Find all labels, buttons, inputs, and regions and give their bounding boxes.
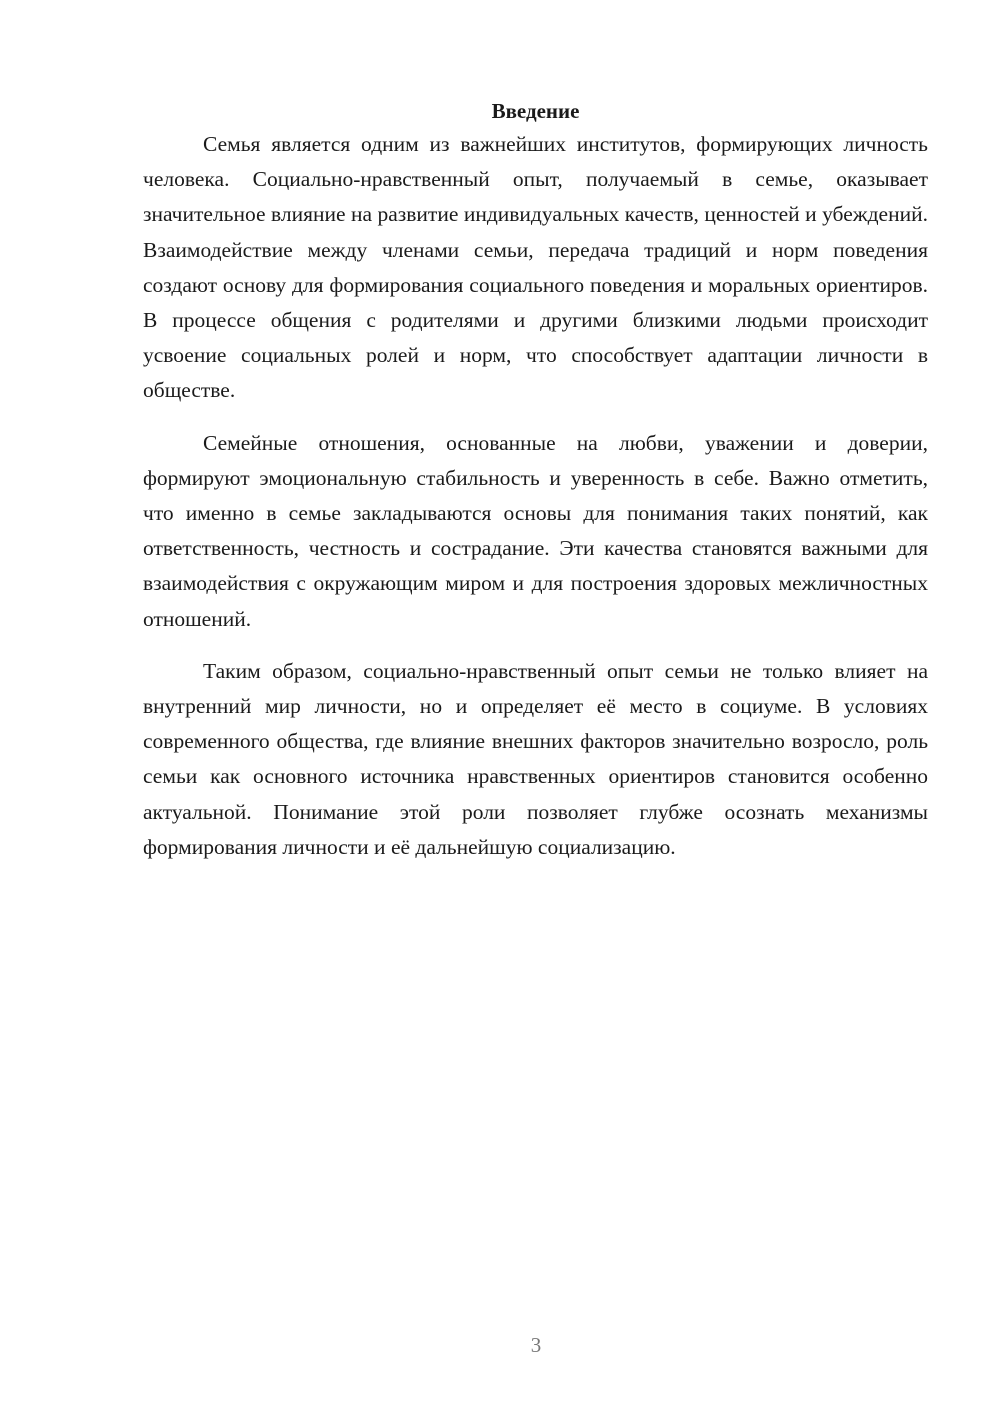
document-body	[143, 95, 928, 865]
section-heading: Введение	[491, 99, 580, 123]
paragraph-3: Таким образом, социально-нравственный опыт семьи не только влияет на внутренний мир личности, но и определяет её место в социуме. В условиях современного общества, где влияние внешних факторов значительно возросло, роль семьи как основного источника нравственных ориентиров становится особенно актуальной. Понимание этой роли позволяет глубже осознать механизмы формирования личности и её дальнейшую социализацию.	[143, 658, 928, 859]
page-number: 3	[530, 1333, 542, 1357]
paragraph-2: Семейные отношения, основанные на любви, уважении и доверии, формируют эмоциональную стабильность и уверенность в себе. Важно отметить, что именно в семье закладываются основы для понимания таких понятий, как ответственность, честность и сострадание. Эти качества становятся важными для взаимодействия с окружающим миром и для построения здоровых межличностных отношений.	[143, 430, 928, 631]
paragraph-1: Семья является одним из важнейших институтов, формирующих личность человека. Социально-нравственный опыт, получаемый в семье, оказывает значительное влияние на развитие индивидуальных качеств, ценностей и убеждений. Взаимодействие между членами семьи, передача традиций и норм поведения создают основу для формирования социального поведения и моральных ориентиров. В процессе общения с родителями и другими близкими людьми происходит усвоение социальных ролей и норм, что способствует адаптации личности в обществе.	[143, 132, 928, 403]
